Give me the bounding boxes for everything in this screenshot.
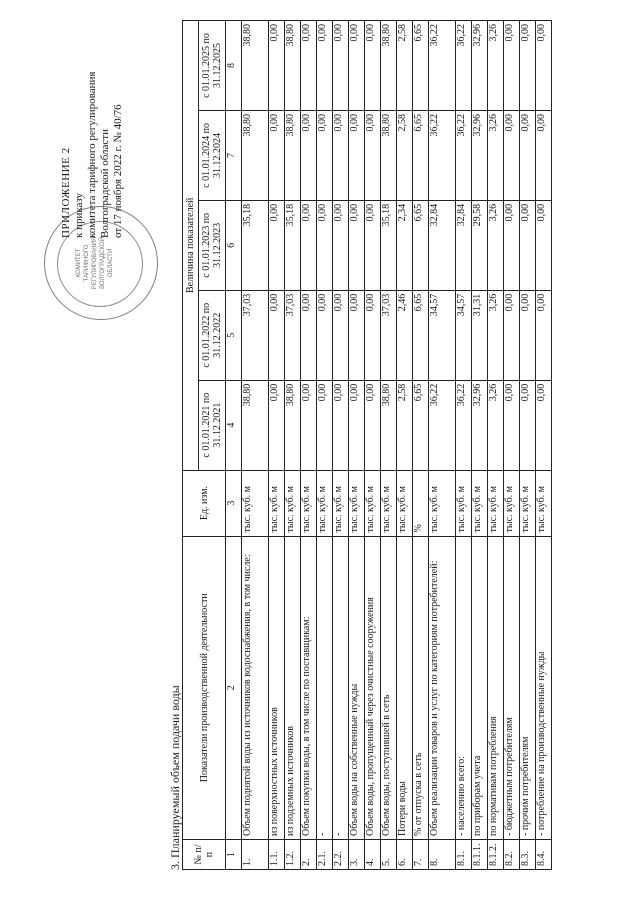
unit-cell: тыс. куб. м xyxy=(317,470,333,536)
value-cell: 0,00 xyxy=(317,380,333,470)
value-cell: 2,34 xyxy=(397,200,413,290)
value-cell: 0,00 xyxy=(365,21,381,111)
table-row xyxy=(269,21,285,870)
value-cell: 0,00 xyxy=(349,380,365,470)
value-cell: 35,18 xyxy=(381,200,397,290)
indicator-name: из подземных источников xyxy=(285,536,301,840)
period-header: с 01.01.2023 по 31.12.2023 xyxy=(199,200,226,290)
indicator-name: - населению всего: xyxy=(456,536,472,840)
value-cell: 38,80 xyxy=(242,21,269,111)
table-row xyxy=(349,21,365,870)
indicator-name: - прочим потребителям xyxy=(520,536,536,840)
value-cell: 36,22 xyxy=(429,380,456,470)
column-number: 1 xyxy=(226,840,242,870)
value-cell: 36,22 xyxy=(429,21,456,111)
table-row xyxy=(488,21,504,870)
table-row xyxy=(333,21,349,870)
column-number-row xyxy=(226,21,242,870)
unit-cell: тыс. куб. м xyxy=(488,470,504,536)
value-cell: 35,18 xyxy=(285,200,301,290)
indicator-name: Объем покупки воды, в том числе по поставщикам: xyxy=(301,536,317,840)
value-cell: 0,00 xyxy=(536,110,552,200)
value-cell: 2,58 xyxy=(397,21,413,111)
table-row xyxy=(365,21,381,870)
value-cell: 2,58 xyxy=(397,110,413,200)
row-number: 7. xyxy=(413,840,429,870)
unit-cell: тыс. куб. м xyxy=(365,470,381,536)
indicator-name: из поверхностных источников xyxy=(269,536,285,840)
table-row xyxy=(472,21,488,870)
value-cell: 0,00 xyxy=(317,200,333,290)
table-row xyxy=(242,21,269,870)
value-cell: 0,00 xyxy=(333,21,349,111)
row-number: 1. xyxy=(242,840,269,870)
appendix-header xyxy=(60,38,125,238)
table-row xyxy=(397,21,413,870)
table-row xyxy=(413,21,429,870)
column-number: 6 xyxy=(226,200,242,290)
indicator-name: по приборам учета xyxy=(472,536,488,840)
table-row xyxy=(520,21,536,870)
value-cell: 38,80 xyxy=(242,380,269,470)
header-row-1 xyxy=(183,21,199,870)
value-cell: 36,22 xyxy=(456,21,472,111)
value-cell: 35,18 xyxy=(242,200,269,290)
header-line-3: Волгоградской области xyxy=(99,129,111,238)
table-row xyxy=(381,21,397,870)
value-cell: 37,03 xyxy=(242,290,269,380)
unit-cell: тыс. куб. м xyxy=(456,470,472,536)
value-cell: 0,00 xyxy=(349,200,365,290)
unit-cell: тыс. куб. м xyxy=(242,470,269,536)
value-cell: 38,80 xyxy=(381,110,397,200)
row-number: 8.1. xyxy=(456,840,472,870)
unit-cell: тыс. куб. м xyxy=(301,470,317,536)
section-title: 3. Планируемый объем подачи воды xyxy=(168,685,182,870)
column-number: 8 xyxy=(226,21,242,111)
unit-cell: тыс. куб. м xyxy=(269,470,285,536)
value-cell: 6,65 xyxy=(413,380,429,470)
row-number: 4. xyxy=(365,840,381,870)
value-cell: 0,00 xyxy=(317,290,333,380)
value-cell: 0,00 xyxy=(504,290,520,380)
stamp-text: КОМИТЕТ ТАРИФНОГО РЕГУЛИРОВАНИЯ ВОЛГОГРАДСКОЙ ОБЛАСТИ xyxy=(76,236,114,290)
value-cell: 6,65 xyxy=(413,110,429,200)
value-cell: 0,00 xyxy=(333,290,349,380)
value-cell: 0,00 xyxy=(520,21,536,111)
value-cell: 0,00 xyxy=(333,200,349,290)
row-number: 8.1.1. xyxy=(472,840,488,870)
col-header-indicator: Показатели производственной деятельности xyxy=(183,536,226,840)
col-header-unit: Ед. изм. xyxy=(183,470,226,536)
value-cell: 3,26 xyxy=(488,290,504,380)
row-number: 8.3. xyxy=(520,840,536,870)
value-cell: 0,00 xyxy=(269,380,285,470)
period-header: с 01.01.2024 по 31.12.2024 xyxy=(199,110,226,200)
table-row xyxy=(301,21,317,870)
value-cell: 6,65 xyxy=(413,200,429,290)
value-cell: 0,00 xyxy=(333,380,349,470)
row-number: 8.1.2. xyxy=(488,840,504,870)
indicator-name: по нормативам потребления xyxy=(488,536,504,840)
unit-cell: тыс. куб. м xyxy=(285,470,301,536)
indicator-name: Объем воды, пропущенный через очистные сооружения xyxy=(365,536,381,840)
value-cell: 38,80 xyxy=(285,21,301,111)
value-cell: 3,26 xyxy=(488,200,504,290)
value-cell: 0,00 xyxy=(317,110,333,200)
unit-cell: тыс. куб. м xyxy=(349,470,365,536)
indicator-name: Объем воды на собственные нужды xyxy=(349,536,365,840)
value-cell: 0,00 xyxy=(269,110,285,200)
value-cell: 0,00 xyxy=(520,110,536,200)
value-cell: 0,00 xyxy=(504,380,520,470)
value-cell: 0,00 xyxy=(301,380,317,470)
value-cell: 36,22 xyxy=(456,110,472,200)
row-number: 1.2. xyxy=(285,840,301,870)
value-cell: 37,03 xyxy=(381,290,397,380)
value-cell: 0,00 xyxy=(536,21,552,111)
value-cell: 0,00 xyxy=(349,290,365,380)
value-cell: 38,80 xyxy=(285,110,301,200)
table-row xyxy=(285,21,301,870)
unit-cell: тыс. куб. м xyxy=(504,470,520,536)
value-cell: 0,00 xyxy=(317,21,333,111)
row-number: 8.2. xyxy=(504,840,520,870)
indicator-name: - xyxy=(317,536,333,840)
table-row xyxy=(429,21,456,870)
value-cell: 32,84 xyxy=(456,200,472,290)
value-cell: 0,00 xyxy=(504,110,520,200)
value-cell: 32,96 xyxy=(472,110,488,200)
value-cell: 2,58 xyxy=(397,380,413,470)
indicator-name: Объем поднятой воды из источников водоснабжения, в том числе: xyxy=(242,536,269,840)
value-cell: 0,00 xyxy=(269,21,285,111)
value-cell: 32,96 xyxy=(472,380,488,470)
unit-cell: тыс. куб. м xyxy=(381,470,397,536)
value-cell: 0,00 xyxy=(536,380,552,470)
value-cell: 0,00 xyxy=(301,290,317,380)
column-number: 4 xyxy=(226,380,242,470)
unit-cell: % xyxy=(413,470,429,536)
value-cell: 38,80 xyxy=(381,380,397,470)
table-row xyxy=(504,21,520,870)
value-cell: 0,00 xyxy=(365,110,381,200)
period-header: с 01.01.2022 по 31.12.2022 xyxy=(199,290,226,380)
row-number: 6. xyxy=(397,840,413,870)
unit-cell: тыс. куб. м xyxy=(472,470,488,536)
water-supply-table xyxy=(182,20,552,870)
value-cell: 0,00 xyxy=(269,200,285,290)
header-line-1: к приказу xyxy=(73,192,85,238)
value-cell: 3,26 xyxy=(488,380,504,470)
value-cell: 6,65 xyxy=(413,21,429,111)
unit-cell: тыс. куб. м xyxy=(429,470,456,536)
indicator-name: Потери воды xyxy=(397,536,413,840)
indicator-name: % от отпуска в сеть xyxy=(413,536,429,840)
value-cell: 0,00 xyxy=(269,290,285,380)
column-number: 5 xyxy=(226,290,242,380)
value-cell: 29,58 xyxy=(472,200,488,290)
value-cell: 36,22 xyxy=(429,110,456,200)
value-cell: 0,00 xyxy=(520,200,536,290)
unit-cell: тыс. куб. м xyxy=(333,470,349,536)
col-header-num: № п/п xyxy=(183,840,226,870)
row-number: 2.2. xyxy=(333,840,349,870)
value-cell: 38,80 xyxy=(285,380,301,470)
value-cell: 0,00 xyxy=(504,200,520,290)
header-line-2: комитета тарифного регулирования xyxy=(86,71,98,238)
value-cell: 6,65 xyxy=(413,290,429,380)
indicator-name: Объем воды, поступившей в сеть xyxy=(381,536,397,840)
value-cell: 0,00 xyxy=(365,380,381,470)
value-cell: 0,00 xyxy=(301,110,317,200)
unit-cell: тыс. куб. м xyxy=(397,470,413,536)
value-cell: 32,84 xyxy=(429,200,456,290)
unit-cell: тыс. куб. м xyxy=(520,470,536,536)
value-cell: 0,00 xyxy=(536,290,552,380)
unit-cell: тыс. куб. м xyxy=(536,470,552,536)
value-cell: 3,26 xyxy=(488,110,504,200)
row-number: 2. xyxy=(301,840,317,870)
value-cell: 0,00 xyxy=(365,200,381,290)
row-number: 5. xyxy=(381,840,397,870)
col-header-values: Величина показателей xyxy=(183,21,199,471)
value-cell: 31,31 xyxy=(472,290,488,380)
value-cell: 0,00 xyxy=(349,21,365,111)
value-cell: 37,03 xyxy=(285,290,301,380)
value-cell: 0,00 xyxy=(520,290,536,380)
value-cell: 36,22 xyxy=(456,380,472,470)
row-number: 8.4. xyxy=(536,840,552,870)
appendix-title: ПРИЛОЖЕНИЕ 2 xyxy=(60,147,72,238)
indicator-name: - потребление на производственные нужды xyxy=(536,536,552,840)
table-row xyxy=(456,21,472,870)
row-number: 1.1. xyxy=(269,840,285,870)
header-line-4: от 17 ноября 2022 г. № 40/76 xyxy=(112,104,124,238)
period-header: с 01.01.2021 по 31.12.2021 xyxy=(199,380,226,470)
period-header: с 01.01.2025 по 31.12.2025 xyxy=(199,21,226,111)
value-cell: 0,00 xyxy=(301,200,317,290)
column-number: 3 xyxy=(226,470,242,536)
value-cell: 0,00 xyxy=(520,380,536,470)
column-number: 2 xyxy=(226,536,242,840)
row-number: 2.1. xyxy=(317,840,333,870)
value-cell: 0,00 xyxy=(504,21,520,111)
value-cell: 34,57 xyxy=(429,290,456,380)
value-cell: 0,00 xyxy=(349,110,365,200)
value-cell: 0,00 xyxy=(333,110,349,200)
value-cell: 38,80 xyxy=(242,110,269,200)
value-cell: 2,46 xyxy=(397,290,413,380)
value-cell: 0,00 xyxy=(301,21,317,111)
row-number: 3. xyxy=(349,840,365,870)
indicator-name: Объем реализации товаров и услуг по категориям потребителей: xyxy=(429,536,456,840)
value-cell: 38,80 xyxy=(381,21,397,111)
value-cell: 0,00 xyxy=(536,200,552,290)
indicator-name: - xyxy=(333,536,349,840)
value-cell: 3,26 xyxy=(488,21,504,111)
row-number: 8. xyxy=(429,840,456,870)
column-number: 7 xyxy=(226,110,242,200)
table-row xyxy=(317,21,333,870)
value-cell: 32,96 xyxy=(472,21,488,111)
indicator-name: - бюджетным потребителям xyxy=(504,536,520,840)
value-cell: 34,57 xyxy=(456,290,472,380)
table-row xyxy=(536,21,552,870)
value-cell: 0,00 xyxy=(365,290,381,380)
